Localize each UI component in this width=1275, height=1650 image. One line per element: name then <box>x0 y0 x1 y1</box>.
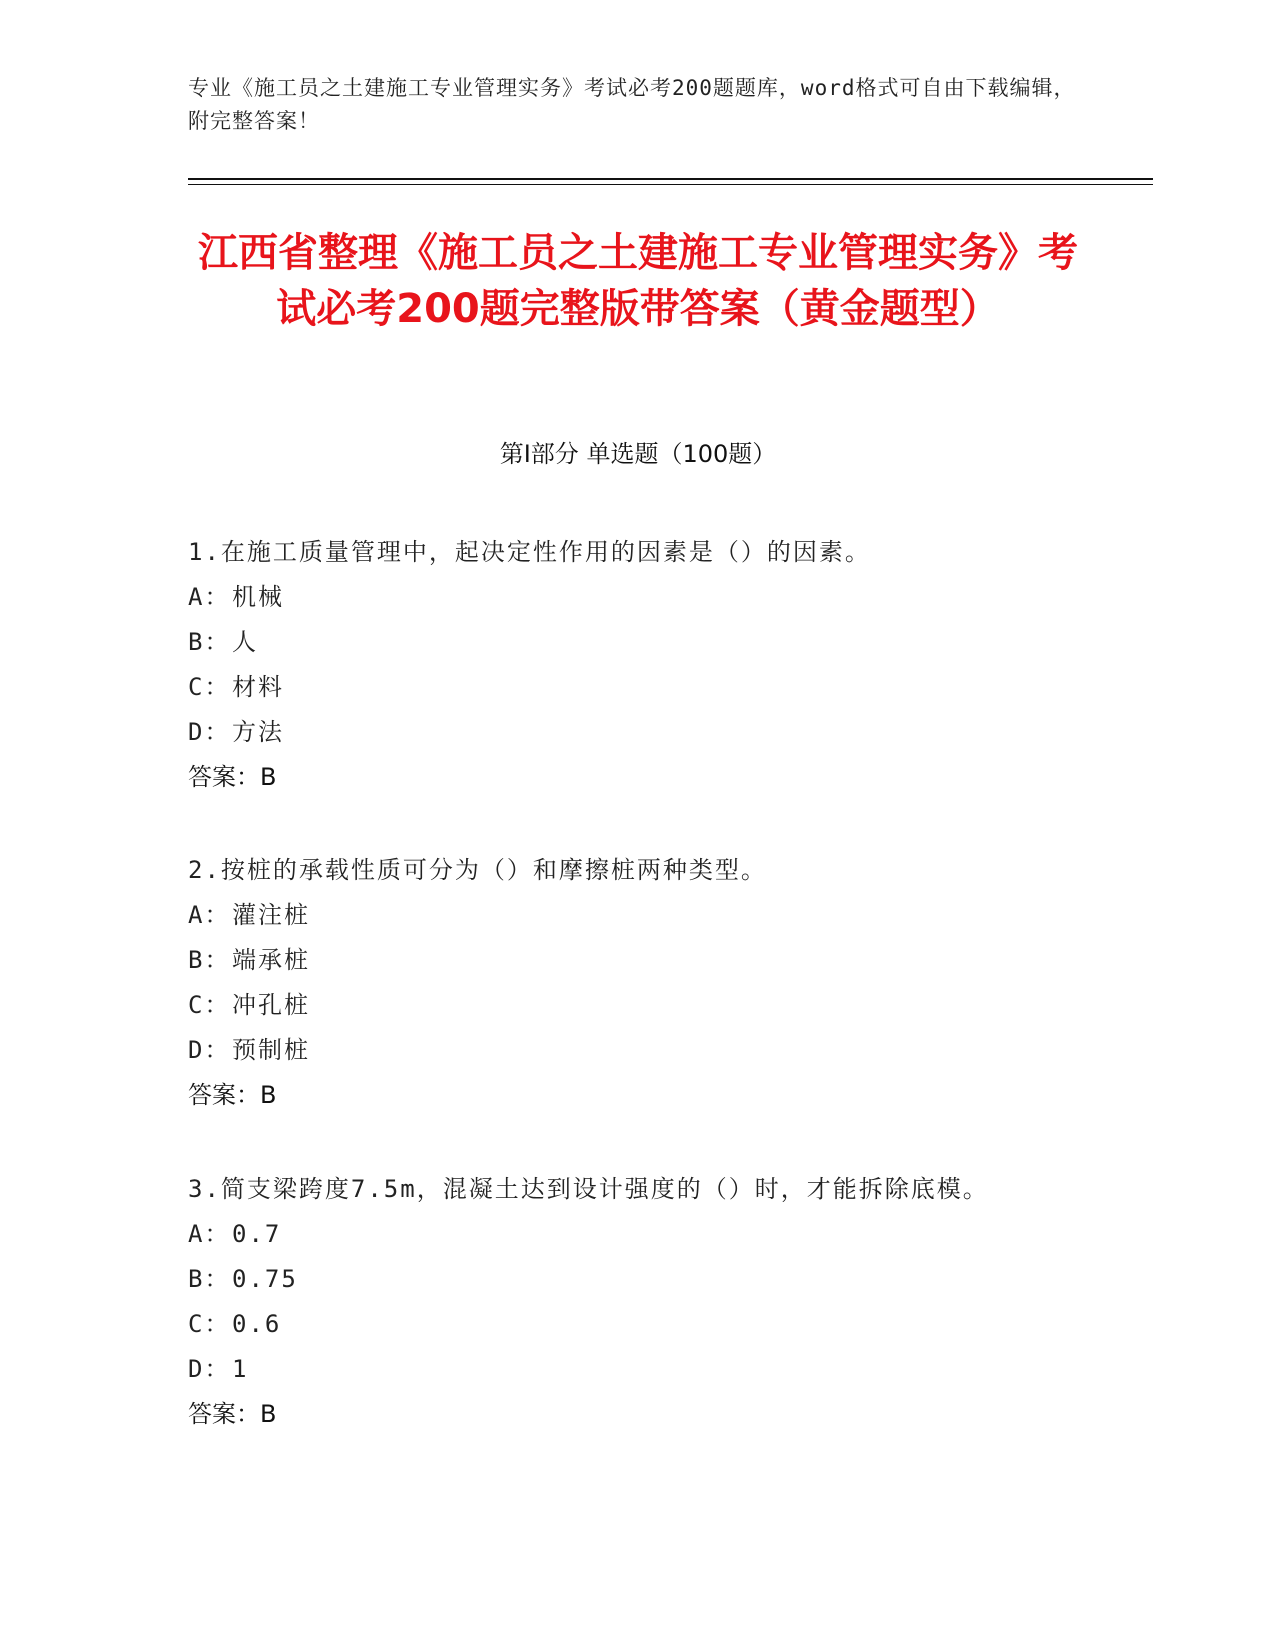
option-letter: C： <box>188 673 231 701</box>
option-letter: C： <box>188 991 231 1019</box>
question-stem: 3.简支梁跨度7.5m，混凝土达到设计强度的（）时，才能拆除底模。 <box>188 1175 989 1203</box>
option-text: 材料 <box>232 673 284 701</box>
option-a <box>188 575 1148 620</box>
answer-value: B <box>260 763 277 791</box>
answer-line <box>188 1392 1148 1437</box>
option-letter: D： <box>188 1036 231 1064</box>
question-stem: 1.在施工质量管理中，起决定性作用的因素是（）的因素。 <box>188 538 871 566</box>
option-d <box>188 1028 1148 1073</box>
header-note: 专业《施工员之土建施工专业管理实务》考试必考200题题库，word格式可自由下载编辑，附完整答案！ <box>188 76 1076 133</box>
option-d <box>188 1347 1148 1392</box>
option-text: 灌注桩 <box>232 901 310 929</box>
document-title: 江西省整理《施工员之土建施工专业管理实务》考试必考200题完整版带答案（黄金题型） <box>198 230 1078 332</box>
section-title: 第Ⅰ部分 单选题（100题） <box>499 440 777 468</box>
option-c <box>188 665 1148 710</box>
question-3 <box>188 1167 1148 1437</box>
answer-value: B <box>260 1400 277 1428</box>
answer-prefix: 答案： <box>188 763 260 791</box>
option-text: 冲孔桩 <box>232 991 310 1019</box>
answer-value: B <box>260 1081 277 1109</box>
option-a <box>188 893 1148 938</box>
option-c <box>188 1302 1148 1347</box>
option-letter: B： <box>188 946 231 974</box>
option-text: 0.6 <box>232 1310 282 1338</box>
header-divider-thick <box>188 178 1153 180</box>
option-text: 预制桩 <box>232 1036 310 1064</box>
question-stem: 2.按桩的承载性质可分为（）和摩擦桩两种类型。 <box>188 856 767 884</box>
answer-line <box>188 1073 1148 1118</box>
option-b <box>188 1257 1148 1302</box>
option-text: 人 <box>232 628 258 656</box>
header-divider-thin <box>188 184 1153 185</box>
answer-prefix: 答案： <box>188 1400 260 1428</box>
answer-line <box>188 755 1148 800</box>
option-letter: B： <box>188 1265 231 1293</box>
option-c <box>188 983 1148 1028</box>
option-letter: D： <box>188 718 231 746</box>
option-text: 方法 <box>232 718 284 746</box>
option-text: 0.7 <box>232 1220 282 1248</box>
option-text: 1 <box>232 1355 249 1383</box>
option-d <box>188 710 1148 755</box>
option-letter: A： <box>188 901 231 929</box>
question-2 <box>188 848 1148 1118</box>
option-a <box>188 1212 1148 1257</box>
option-text: 0.75 <box>232 1265 298 1293</box>
option-letter: A： <box>188 1220 231 1248</box>
option-text: 机械 <box>232 583 284 611</box>
answer-prefix: 答案： <box>188 1081 260 1109</box>
option-b <box>188 620 1148 665</box>
option-letter: C： <box>188 1310 231 1338</box>
option-b <box>188 938 1148 983</box>
question-1 <box>188 530 1148 800</box>
option-letter: B： <box>188 628 231 656</box>
option-letter: D： <box>188 1355 231 1383</box>
option-letter: A： <box>188 583 231 611</box>
option-text: 端承桩 <box>232 946 310 974</box>
